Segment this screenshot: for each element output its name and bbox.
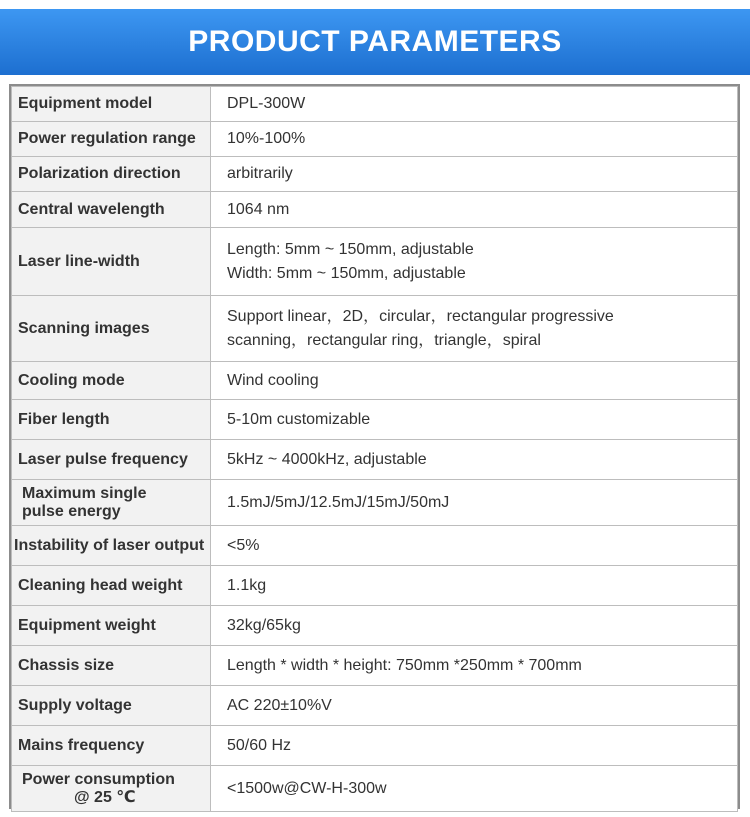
parameter-label-text: Instability of laser output bbox=[14, 536, 205, 554]
parameter-value-text: Support linear，2D，circular，rectangular progressive bbox=[227, 307, 614, 325]
parameter-label bbox=[12, 400, 211, 440]
parameter-label-text: Scanning images bbox=[18, 319, 150, 337]
parameter-label bbox=[12, 566, 211, 606]
parameter-value-text: Length: 5mm ~ 150mm, adjustable bbox=[227, 240, 474, 258]
table-row bbox=[12, 362, 738, 400]
parameter-value bbox=[211, 646, 738, 686]
parameter-value bbox=[211, 766, 738, 812]
parameter-label bbox=[12, 87, 211, 122]
page-title: PRODUCT PARAMETERS bbox=[188, 25, 562, 58]
parameter-label-text: Power regulation range bbox=[18, 130, 196, 147]
parameter-label-text: Cleaning head weight bbox=[18, 576, 183, 594]
parameter-label bbox=[12, 686, 211, 726]
parameter-value-text: Width: 5mm ~ 150mm, adjustable bbox=[227, 264, 466, 282]
header-banner bbox=[0, 9, 750, 75]
parameter-label-text: Supply voltage bbox=[18, 696, 132, 714]
table-row bbox=[12, 87, 738, 122]
parameter-label bbox=[12, 526, 211, 566]
table-row bbox=[12, 122, 738, 157]
parameter-label bbox=[12, 646, 211, 686]
parameter-label bbox=[12, 157, 211, 192]
parameter-value-text: 5kHz ~ 4000kHz, adjustable bbox=[227, 450, 427, 468]
parameter-value-text: <5% bbox=[227, 536, 260, 554]
parameter-value bbox=[211, 296, 738, 362]
parameter-value bbox=[211, 726, 738, 766]
parameter-label-text: Fiber length bbox=[18, 410, 110, 428]
parameter-label bbox=[12, 726, 211, 766]
parameter-value bbox=[211, 87, 738, 122]
table-row bbox=[12, 192, 738, 228]
parameter-value bbox=[211, 686, 738, 726]
table-row bbox=[12, 606, 738, 646]
table-row bbox=[12, 440, 738, 480]
parameter-label bbox=[12, 296, 211, 362]
parameter-value bbox=[211, 157, 738, 192]
table-row bbox=[12, 686, 738, 726]
parameter-label bbox=[12, 362, 211, 400]
table-row bbox=[12, 646, 738, 686]
parameter-label-text: pulse energy bbox=[22, 502, 121, 520]
parameter-label-text: @ 25 ℃ bbox=[74, 788, 136, 806]
parameter-label-text: Mains frequency bbox=[18, 736, 145, 754]
parameter-label-text: Laser line-width bbox=[18, 252, 140, 270]
parameter-value-text: 1064 nm bbox=[227, 200, 290, 218]
table-row bbox=[12, 566, 738, 606]
parameter-value-text: 1.1kg bbox=[227, 576, 267, 594]
table-row bbox=[12, 766, 738, 812]
parameter-label bbox=[12, 480, 211, 526]
parameter-label bbox=[12, 192, 211, 228]
table-row bbox=[12, 726, 738, 766]
parameter-value-text: Length * width * height: 750mm *250mm * 700mm bbox=[227, 656, 582, 674]
table-row bbox=[12, 157, 738, 192]
parameter-label-text: Polarization direction bbox=[18, 165, 181, 182]
parameter-label-text: Chassis size bbox=[18, 656, 115, 674]
parameter-value-text: 50/60 Hz bbox=[227, 736, 292, 754]
parameter-label bbox=[12, 122, 211, 157]
table-row bbox=[12, 480, 738, 526]
parameter-value-text: 10%-100% bbox=[227, 130, 306, 147]
parameter-label-text: Central wavelength bbox=[18, 200, 165, 218]
parameter-label-text: Equipment weight bbox=[18, 616, 156, 634]
parameters-table-body bbox=[12, 87, 738, 812]
parameter-value bbox=[211, 362, 738, 400]
table-row bbox=[12, 526, 738, 566]
parameter-label bbox=[12, 228, 211, 296]
parameter-value bbox=[211, 192, 738, 228]
parameters-table bbox=[9, 84, 740, 809]
parameter-value-text: Wind cooling bbox=[227, 371, 319, 389]
parameter-label-text: Cooling mode bbox=[18, 371, 125, 389]
parameter-label bbox=[12, 606, 211, 646]
parameter-value-text: <1500w@CW-H-300w bbox=[227, 779, 387, 797]
parameter-value bbox=[211, 440, 738, 480]
table-row bbox=[12, 296, 738, 362]
parameter-value-text: 5-10m customizable bbox=[227, 410, 371, 428]
parameter-value bbox=[211, 400, 738, 440]
parameter-label-text: Power consumption bbox=[22, 770, 175, 788]
parameter-label-text: Maximum single bbox=[22, 484, 147, 502]
parameter-label-text: Laser pulse frequency bbox=[18, 450, 188, 468]
parameter-label bbox=[12, 766, 211, 812]
parameter-value bbox=[211, 606, 738, 646]
parameter-value bbox=[211, 480, 738, 526]
parameter-value bbox=[211, 122, 738, 157]
parameter-value-text: DPL-300W bbox=[227, 95, 306, 112]
parameter-value-text: 32kg/65kg bbox=[227, 616, 301, 634]
parameter-value bbox=[211, 228, 738, 296]
parameter-value bbox=[211, 526, 738, 566]
parameter-value-text: arbitrarily bbox=[227, 165, 293, 182]
table-row bbox=[12, 228, 738, 296]
parameter-value-text: 1.5mJ/5mJ/12.5mJ/15mJ/50mJ bbox=[227, 493, 450, 511]
parameter-value bbox=[211, 566, 738, 606]
parameter-value-text: AC 220±10%V bbox=[227, 696, 332, 714]
parameter-value-text: scanning，rectangular ring，triangle，spiral bbox=[227, 331, 541, 349]
parameter-label bbox=[12, 440, 211, 480]
table-row bbox=[12, 400, 738, 440]
parameter-label-text: Equipment model bbox=[18, 95, 153, 112]
